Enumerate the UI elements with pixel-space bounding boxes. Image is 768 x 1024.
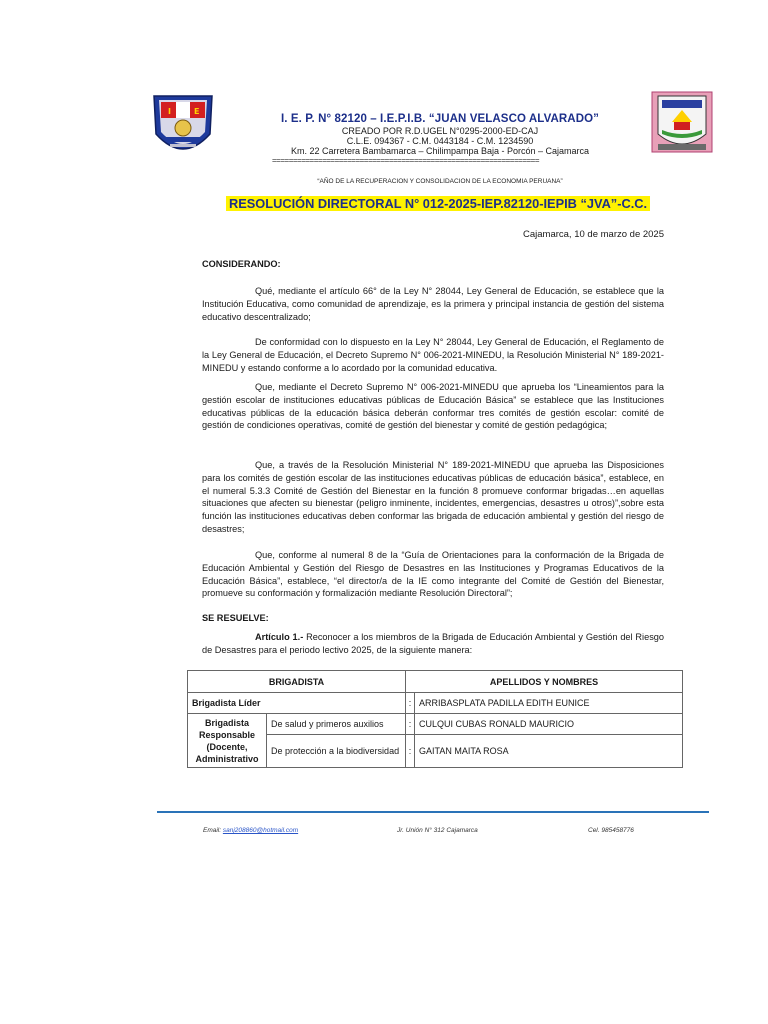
member-name: GAITAN MAITA ROSA [415, 735, 683, 768]
resuelve-heading: SE RESUELVE: [202, 613, 269, 623]
table-header-names: APELLIDOS Y NOMBRES [406, 671, 683, 693]
colon: : [406, 735, 415, 768]
colon: : [406, 714, 415, 735]
responsible-role: Brigadista Responsable (Docente, Administrativo [188, 714, 267, 768]
article-1-text: Reconocer a los miembros de la Brigada de Educación Ambiental y Gestión del Riesgo de Desastres para el periodo lectivo 2025, de la siguiente manera: [202, 632, 665, 655]
brigade-table [187, 670, 683, 768]
footer-address: Jr. Unión N° 312 Cajamarca [397, 827, 478, 834]
table-row [188, 693, 683, 714]
left-logo [150, 90, 216, 166]
codes-line: C.L.E. 094367 - C.M. 0443184 - C.M. 1234590 [346, 136, 534, 146]
colon: : [406, 693, 415, 714]
area-cell: De protección a la biodiversidad [267, 735, 406, 768]
leader-role: Brigadista Líder [188, 693, 406, 714]
table-header-brigadista: BRIGADISTA [188, 671, 406, 693]
table-row [188, 714, 683, 735]
paragraph-5: Que, conforme al numeral 8 de la “Guía de Orientaciones para la conformación de la Brigada de Educación Ambiental y Gestión del Riesgo de Desastres en las Instituciones y Programas Educativos de la Educación Básica”, establece, “el director/a de la IE como integrante del Comité de Gestión del Bienestar, promueve su conformación y formalización mediante Resolución Directoral”; [202, 550, 664, 599]
considerando-heading: CONSIDERANDO: [202, 259, 281, 269]
email-link[interactable]: sanj208860@hotmail.com [222, 827, 299, 834]
paragraph-1: Qué, mediante el artículo 66° de la Ley N° 28044, Ley General de Educación, se establece que la Institución Educativa, como comunidad de aprendizaje, es la primera y principal instancia de gestión del sistema educativo descentralizado; [202, 286, 664, 322]
svg-text:E: E [194, 107, 200, 116]
article-1 [202, 631, 664, 657]
resolution-title: RESOLUCIÓN DIRECTORAL N° 012-2025-IEP.82120-IEPIB “JVA”-C.C. [226, 196, 650, 211]
email-label: Email: [203, 827, 223, 834]
school-name: I. E. P. N° 82120 – I.E.P.I.B. “JUAN VELASCO ALVARADO” [280, 113, 600, 125]
footer-phone: Cel. 985458776 [588, 827, 634, 834]
creation-line: CREADO POR R.D.UGEL N°0295-2000-ED-CAJ [341, 126, 539, 136]
right-logo [650, 90, 714, 158]
paragraph-2: De conformidad con lo dispuesto en la Ley N° 28044, Ley General de Educación, el Reglamento de la Ley General de Educación, el Decreto Supremo N° 006-2021-MINEDU, la Resolución Ministerial N° 189-2021-MINEDU y estando conforme a lo acordado por la comunidad educativa. [202, 337, 664, 373]
year-motto: “AÑO DE LA RECUPERACION Y CONSOLIDACION DE LA ECONOMIA PERUANA” [317, 178, 563, 185]
paragraph-4: Que, a través de la Resolución Ministerial N° 189-2021-MINEDU que aprueba las Disposiciones para los comités de gestión escolar de las instituciones educativas públicas de educación básica”, establece, en el numeral 5.3.3 Comité de Gestión del Bienestar en la función 8 promueve conformar brigadas…en aquellas situaciones que afecten su bienestar (peligro inminente, incidentes, emergencias, desastres u otros)”,sobre esta función las instituciones educativas deben conformar las brigada de educación ambiental y gestión del riesgo de desastres; [202, 460, 664, 534]
header-separator: ================================================================ [272, 157, 539, 165]
footer-rule [157, 811, 709, 813]
address-line: Km. 22 Carretera Bambamarca – Chilimpampa Baja - Porcón – Cajamarca [290, 146, 590, 156]
date-line: Cajamarca, 10 de marzo de 2025 [523, 229, 664, 240]
leader-name: ARRIBASPLATA PADILLA EDITH EUNICE [415, 693, 683, 714]
footer-email [203, 827, 298, 834]
svg-text:I: I [168, 107, 171, 116]
member-name: CULQUI CUBAS RONALD MAURICIO [415, 714, 683, 735]
paragraph-3: Que, mediante el Decreto Supremo N° 006-2021-MINEDU que aprueba los “Lineamientos para la gestión escolar de instituciones educativas públicas de Educación Básica” se establece que las Instituciones educativas públicas de la educación básica deberán conformar tres comités de gestión escolar: comité de gestión de condiciones operativas, comité de gestión del bienestar y comité de gestión pedagógica; [202, 382, 664, 431]
article-1-label: Artículo 1.- [255, 632, 304, 642]
area-cell: De salud y primeros auxilios [267, 714, 406, 735]
